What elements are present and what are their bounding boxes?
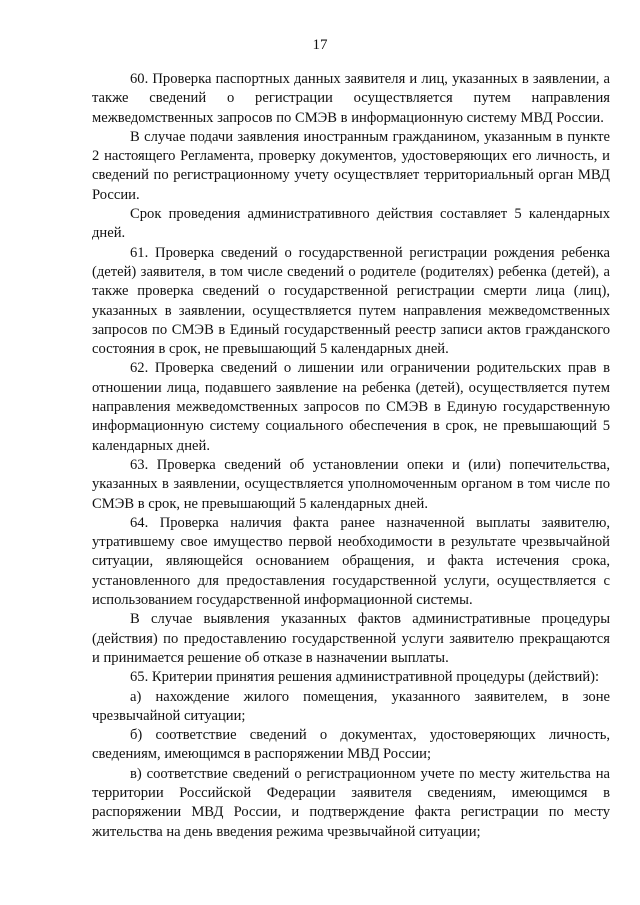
paragraph-63: 63. Проверка сведений об установлении опеки и (или) попечительства, указанных в заявлении, осуществляется уполномоченным органом в том числе по СМЭВ в срок, не превышающий 5 календарных дней. bbox=[92, 456, 610, 512]
list-item-b: б) соответствие сведений о документах, удостоверяющих личность, сведениям, имеющимся в распоряжении МВД России; bbox=[92, 727, 610, 763]
document-body bbox=[92, 70, 610, 842]
paragraph-65: 65. Критерии принятия решения административной процедуры (действий): bbox=[130, 669, 600, 686]
paragraph-62: 62. Проверка сведений о лишении или ограничении родительских прав в отношении лица, подавшего заявление на ребенка (детей), осуществляется путем направления межведомственных запросов по СМЭВ в Единую государственную информационную систему социального обеспечения в срок, не превышающий 5 календарных дней. bbox=[92, 360, 610, 454]
paragraph-64: 64. Проверка наличия факта ранее назначенной выплаты заявителю, утратившему свое имущество первой необходимости в результате чрезвычайной ситуации, являющейся основанием обращения, и факта истечения срока, установленного для предоставления государственной услуги, осуществляется с использованием государственной информационной системы. bbox=[92, 514, 610, 609]
paragraph-60: 60. Проверка паспортных данных заявителя и лиц, указанных в заявлении, а также сведений о регистрации осуществляется путем направления межведомственных запросов по СМЭВ в информационную систему МВД России. bbox=[92, 71, 610, 126]
paragraph-foreign-citizen: В случае подачи заявления иностранным гражданином, указанным в пункте 2 настоящего Регламента, проверку документов, удостоверяющих его личность, и сведений по регистрационному учету осуществляет территориальный орган МВД России. bbox=[92, 128, 610, 203]
paragraph-termination: В случае выявления указанных фактов административные процедуры (действия) по предоставлению государственной услуги заявителю прекращаются и принимается решение об отказе в назначении выплаты. bbox=[92, 611, 610, 666]
page-number: 17 bbox=[312, 37, 328, 53]
paragraph-deadline: Срок проведения административного действия составляет 5 календарных дней. bbox=[92, 206, 610, 242]
paragraph-61: 61. Проверка сведений о государственной регистрации рождения ребенка (детей) заявителя, в том числе сведений о родителе (родителях) ребенка (детей), а также проверка сведений о государственной регистрации смерти лица (лиц), указанных в заявлении, осуществляется путем направления межведомственных запросов по СМЭВ в Единый государственный реестр записи актов гражданского состояния в срок, не превышающий 5 календарных дней. bbox=[92, 244, 610, 358]
list-item-a: а) нахождение жилого помещения, указанного заявителем, в зоне чрезвычайной ситуации; bbox=[92, 688, 610, 724]
list-item-v: в) соответствие сведений о регистрационном учете по месту жительства на территории Российской Федерации заявителя сведениям, имеющимся в распоряжении МВД России, и подтверждение факта регистрации по месту жительства на день введения режима чрезвычайной ситуации; bbox=[92, 765, 610, 840]
